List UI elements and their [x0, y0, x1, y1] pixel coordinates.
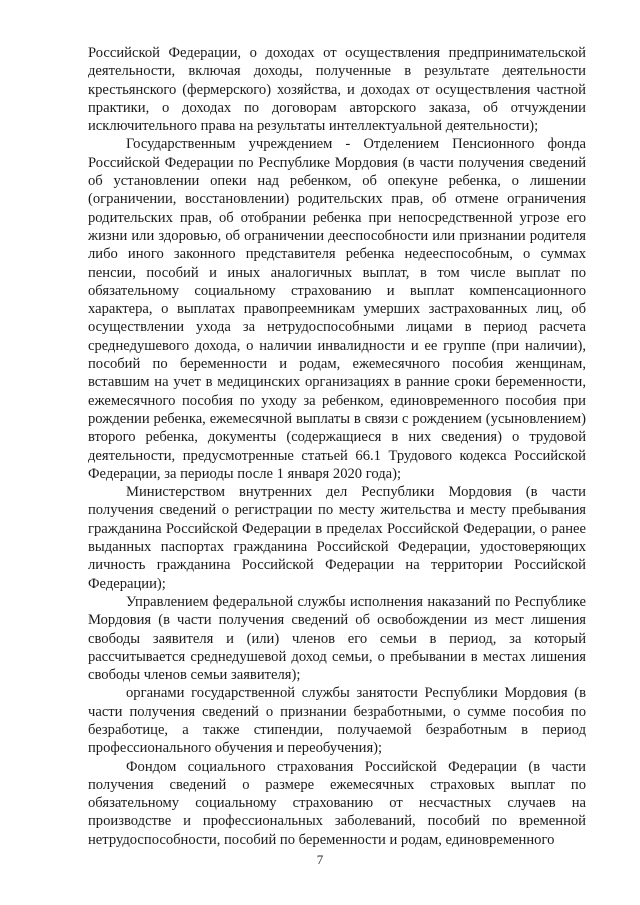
paragraph-1: Российской Федерации, о доходах от осуществления предпринимательской деятельности, включая доходы, полученные в результате деятельности крестьянского (фермерского) хозяйства, и доходах от осуществления частной практики, о доходах по договорам авторского заказа, об отчуждении исключительного права на результаты интеллектуальной деятельности);	[88, 45, 586, 135]
paragraph-6: Фондом социального страхования Российской Федерации (в части получения сведений о размере ежемесячных страховых выплат по обязательному социальному страхованию от несчастных случаев на производстве и профессиональных заболеваний, пособий по временной нетрудоспособности, пособий по беременности и родам, единовременного	[88, 758, 586, 848]
page-number: 7	[316, 852, 324, 867]
paragraph-5: органами государственной службы занятости Республики Мордовия (в части получения сведений о признании безработными, о сумме пособия по безработице, а также стипендии, получаемой безработным в период профессионального обучения и переобучения);	[88, 685, 586, 757]
document-body	[88, 44, 586, 849]
paragraph-3: Министерством внутренних дел Республики Мордовия (в части получения сведений о регистрации по месту жительства и месту пребывания гражданина Российской Федерации в пределах Российской Федерации, о ранее выданных паспортах гражданина Российской Федерации, удостоверяющих личность гражданина Российской Федерации на территории Российской Федерации);	[88, 484, 586, 592]
paragraph-2: Государственным учреждением - Отделением Пенсионного фонда Российской Федерации по Республике Мордовия (в части получения сведений об установлении опеки над ребенком, об опекуне ребенка, о лишении (ограничении, восстановлении) родительских прав, об отмене ограничения родительских прав, об отобрании ребенка при непосредственной угрозе его жизни или здоровью, об ограничении дееспособности или признании родителя либо иного законного представителя ребенка недееспособным, о суммах пенсии, пособий и иных аналогичных выплат, в том числе выплат по обязательному социальному страхованию и выплат компенсационного характера, о выплатах правопреемникам умерших застрахованных лиц, об осуществлении ухода за нетрудоспособными лицами в период расчета среднедушевого дохода, о наличии инвалидности и ее группе (при наличии), пособий по беременности и родам, ежемесячного пособия женщинам, вставшим на учет в медицинских организациях в ранние сроки беременности, ежемесячного пособия по уходу за ребенком, единовременного пособия при рождении ребенка, ежемесячной выплаты в связи с рождением (усыновлением) второго ребенка, документы (содержащиеся в них сведения) о трудовой деятельности, предусмотренные статьей 66.1 Трудового кодекса Российской Федерации, за периоды после 1 января 2020 года);	[88, 136, 586, 482]
paragraph-4: Управлением федеральной службы исполнения наказаний по Республике Мордовия (в части получения сведений об освобождении из мест лишения свободы заявителя и (или) членов его семьи в период, за который рассчитывается среднедушевой доход семьи, о пребывании в местах лишения свободы членов семьи заявителя);	[88, 593, 586, 684]
